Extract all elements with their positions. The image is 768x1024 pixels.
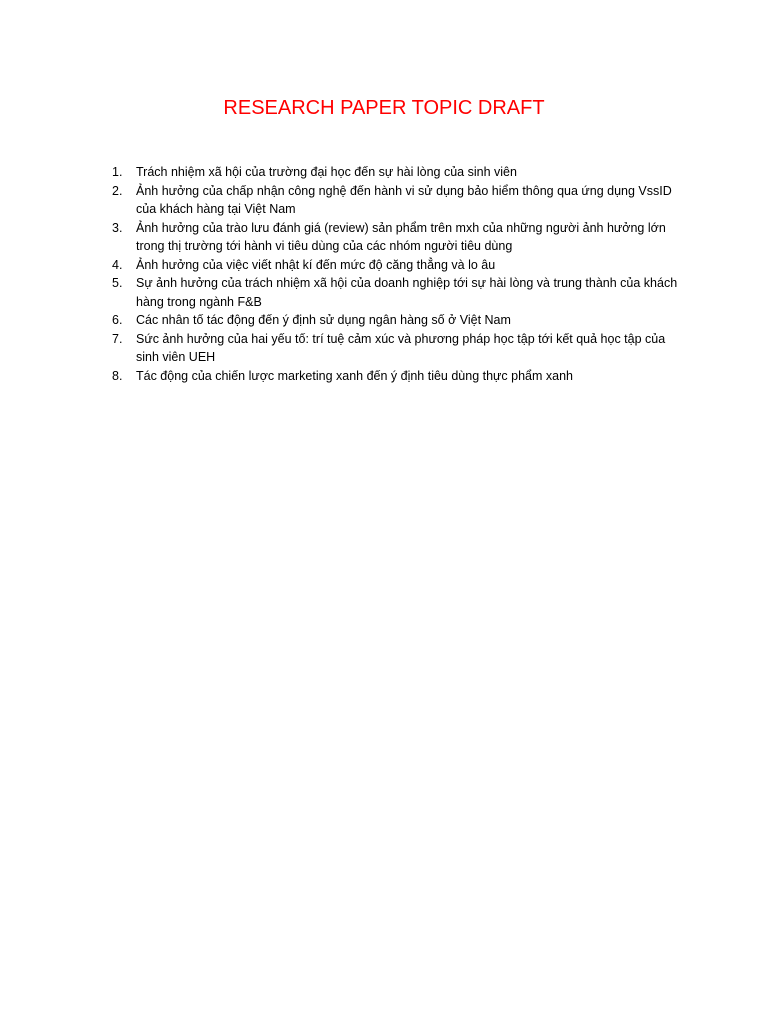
topic-list [100,163,690,385]
list-item-text: Ảnh hưởng của việc viết nhật kí đến mức độ căng thẳng và lo âu [136,257,496,272]
list-item [100,182,690,219]
list-item-number: 5. [112,276,123,290]
list-item-number: 3. [112,220,123,235]
list-item-text: Các nhân tố tác động đến ý định sử dụng ngân hàng số ở Việt Nam [136,313,511,327]
list-item [100,311,690,330]
list-item [100,330,690,367]
list-item-number: 7. [112,331,123,346]
list-item [100,163,690,182]
list-item [100,274,690,311]
list-item-number: 1. [112,165,123,179]
list-item [100,256,690,275]
list-item-text: Tác động của chiến lược marketing xanh đến ý định tiêu dùng thực phẩm xanh [136,368,573,383]
list-item-number: 6. [112,313,123,327]
document-title: RESEARCH PAPER TOPIC DRAFT [223,97,545,119]
list-item-number: 4. [112,257,123,272]
list-item-text: Sự ảnh hưởng của trách nhiệm xã hội của doanh nghiệp tới sự hài lòng và trung thành của khách hàng trong ngành F&B [136,276,678,309]
list-item-text: Ảnh hưởng của chấp nhận công nghệ đến hành vi sử dụng bảo hiểm thông qua ứng dụng VssID của khách hàng tại Việt Nam [136,183,672,216]
list-item [100,219,690,256]
list-item-text: Sức ảnh hưởng của hai yếu tố: trí tuệ cảm xúc và phương pháp học tập tới kết quả học tập của sinh viên UEH [136,331,666,364]
list-item [100,367,690,386]
list-item-number: 8. [112,368,123,383]
list-item-number: 2. [112,183,123,198]
list-item-text: Ảnh hưởng của trào lưu đánh giá (review) sản phẩm trên mxh của những người ảnh hưởng lớn trong thị trường tới hành vi tiêu dùng của các nhóm người tiêu dùng [136,220,666,253]
list-item-text: Trách nhiệm xã hội của trường đại học đến sự hài lòng của sinh viên [136,165,517,179]
